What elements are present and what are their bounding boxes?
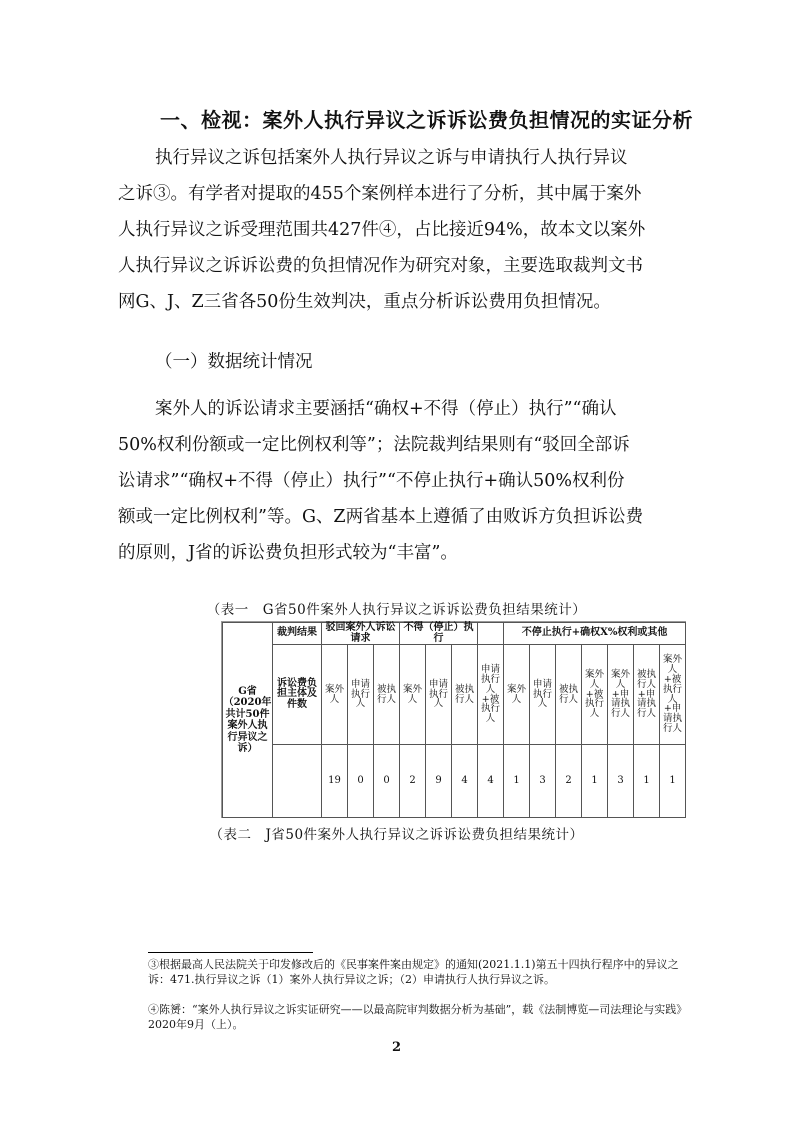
- row-label-blank: [273, 745, 322, 818]
- table-side-label: G省（2020年共计50件案外人执行异议之诉）: [223, 623, 273, 818]
- count-cell: 9: [426, 745, 452, 818]
- text-line: 网G、J、Z三省各50份生效判决，重点分析诉讼费用负担情况。: [118, 292, 611, 312]
- text-line: 50%权利份额或一定比例权利等”；法院裁判结果则有“驳回全部诉: [118, 435, 630, 455]
- subject-cell: 案外人: [504, 645, 530, 745]
- count-cell: 4: [478, 745, 504, 818]
- text-line: 讼请求”“确权+不得（停止）执行”“不停止执行+确认50%权利份: [118, 471, 625, 491]
- count-cell: 1: [582, 745, 608, 818]
- subject-cell: 被执行人: [374, 645, 400, 745]
- group-header-spacer: [478, 623, 504, 645]
- text-line: 额或一定比例权利”等。G、Z两省基本上遵循了由败诉方负担诉讼费: [118, 507, 644, 527]
- text-line: 执行异议之诉包括案外人执行异议之诉与申请执行人执行异议: [155, 148, 628, 168]
- table-caption-2: （表二 J省50件案外人执行异议之诉诉讼费负担结果统计）: [209, 827, 584, 843]
- subject-cell: 案外人+申请执行人: [608, 645, 634, 745]
- footnote-4: ④陈赟：“案外人执行异议之诉实证研究——以最高院审判数据分析为基础”，载《法制博览—司法理论与实践》2020年9月（上）。: [148, 1003, 688, 1031]
- text-line: 的原则，J省的诉讼费负担形式较为“丰富”。: [118, 543, 458, 563]
- footnote-3: ③根据最高人民法院关于印发修改后的《民事案件案由规定》的通知(2021.1.1)第五十四执行程序中的异议之诉：471.执行异议之诉（1）案外人执行异议之诉；（2）申请执行人执行异议之诉。: [148, 958, 679, 986]
- count-cell: 1: [504, 745, 530, 818]
- count-cell: 1: [660, 745, 686, 818]
- row-label-subjects: 诉讼费负担主体及件数: [273, 645, 322, 745]
- count-cell: 4: [452, 745, 478, 818]
- stats-table-image: [221, 621, 686, 818]
- subject-cell: 案外人: [322, 645, 348, 745]
- group-header-continue-execution: 不停止执行+确权X%权利或其他: [504, 623, 686, 645]
- subject-cell: 被执行人: [452, 645, 478, 745]
- text-line: 案外人的诉讼请求主要涵括“确权+不得（停止）执行”“确认: [155, 399, 617, 419]
- count-cell: 19: [322, 745, 348, 818]
- stats-table: [222, 622, 686, 818]
- count-cell: 2: [400, 745, 426, 818]
- subject-cell: 被执行人: [556, 645, 582, 745]
- count-cell: 0: [348, 745, 374, 818]
- subject-cell: 案外人+被执行人: [582, 645, 608, 745]
- subject-cell: 申请执行人: [348, 645, 374, 745]
- subject-cell: 案外人: [400, 645, 426, 745]
- paragraph-intro: [118, 140, 678, 320]
- count-cell: 1: [634, 745, 660, 818]
- paragraph-claims: [118, 391, 678, 571]
- header-result: 裁判结果: [273, 623, 322, 645]
- section-heading: 一、检视：案外人执行异议之诉诉讼费负担情况的实证分析: [160, 108, 693, 132]
- subsection-heading: （一）数据统计情况: [155, 352, 313, 372]
- count-cell: 3: [608, 745, 634, 818]
- subject-cell: 案外人+被执行人+申请执行人: [660, 645, 686, 745]
- text-line: 人执行异议之诉诉讼费的负担情况作为研究对象，主要选取裁判文书: [118, 256, 643, 276]
- subject-cell: 申请执行人: [426, 645, 452, 745]
- table-caption-1: （表一 G省50件案外人执行异议之诉诉讼费负担结果统计）: [206, 602, 587, 618]
- group-header-no-execution: 不得（停止）执行: [400, 623, 478, 645]
- count-cell: 0: [374, 745, 400, 818]
- page-number: 2: [391, 1040, 402, 1055]
- count-cell: 2: [556, 745, 582, 818]
- footnote-divider: [148, 952, 313, 953]
- count-cell: 3: [530, 745, 556, 818]
- subject-cell: 申请执行人+被执行人: [478, 645, 504, 745]
- text-line: 人执行异议之诉受理范围共427件④，占比接近94%，故本文以案外: [118, 220, 646, 240]
- subject-cell: 申请执行人: [530, 645, 556, 745]
- subject-cell: 被执行人+申请执行人: [634, 645, 660, 745]
- group-header-dismiss: 驳回案外人诉讼请求: [322, 623, 400, 645]
- text-line: 之诉③。有学者对提取的455个案例样本进行了分析，其中属于案外: [118, 184, 642, 204]
